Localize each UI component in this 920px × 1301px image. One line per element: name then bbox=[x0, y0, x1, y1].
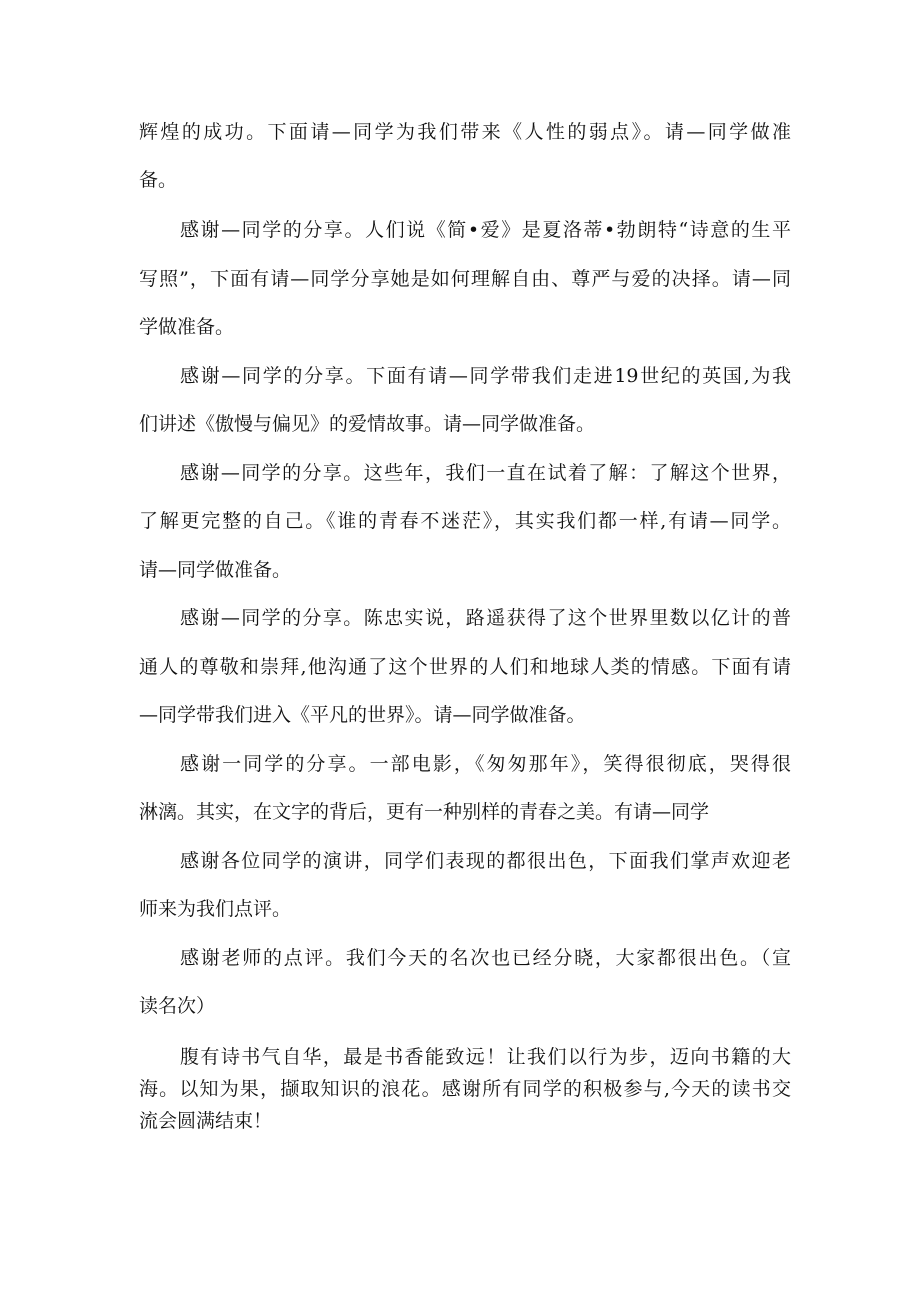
text-line: 学做准备。 bbox=[139, 316, 235, 338]
text-line: 们讲述《傲慢与偏见》的爱情故事。请—同学做准备。 bbox=[139, 413, 596, 435]
text-line: 读名次） bbox=[139, 995, 216, 1017]
text-line: 备。 bbox=[139, 169, 178, 191]
text-line: 淋漓。其实，在文字的背后，更有一种别样的青春之美。有请—同学 bbox=[139, 801, 710, 823]
text-line: 感谢各位同学的演讲，同学们表现的都很出色，下面我们掌声欢迎老 bbox=[180, 850, 791, 872]
text-line: 感谢老师的点评。我们今天的名次也已经分晓，大家都很出色。（宣 bbox=[180, 947, 791, 969]
text-line: 通人的尊敬和崇拜,他沟通了这个世界的人们和地球人类的情感。下面有请 bbox=[139, 656, 791, 678]
text-line: 感谢一同学的分享。一部电影，《匆匆那年》，笑得很彻底，哭得很 bbox=[180, 753, 791, 775]
text-line: 腹有诗书气自华，最是书香能致远！让我们以行为步，迈向书籍的大 bbox=[180, 1046, 791, 1068]
text-line: 写照”，下面有请—同学分享她是如何理解自由、尊严与爱的决择。请—同 bbox=[139, 268, 791, 290]
text-line: 师来为我们点评。 bbox=[139, 898, 292, 920]
text-line: 了解更完整的自己。《谁的青春不迷茫》，其实我们都一样,有请—同学。 bbox=[139, 510, 791, 532]
text-line: 感谢—同学的分享。陈忠实说，路遥获得了这个世界里数以亿计的普 bbox=[180, 607, 791, 629]
text-line: 流会圆满结束！ bbox=[139, 1110, 273, 1132]
text-line: 请—同学做准备。 bbox=[139, 559, 292, 581]
text-line: 海。以知为果，撷取知识的浪花。感谢所有同学的积极参与,今天的读书交 bbox=[139, 1078, 791, 1100]
text-line: 感谢—同学的分享。下面有请—同学带我们走进19世纪的英国,为我 bbox=[180, 365, 791, 387]
text-line: 感谢—同学的分享。人们说《简•爱》是夏洛蒂•勃朗特“诗意的生平 bbox=[180, 219, 791, 241]
text-line: 感谢—同学的分享。这些年，我们一直在试着了解：了解这个世界， bbox=[180, 462, 791, 484]
text-line: —同学带我们进入《平凡的世界》。请—同学做准备。 bbox=[139, 704, 586, 726]
text-line: 辉煌的成功。下面请—同学为我们带来《人性的弱点》。请—同学做准 bbox=[139, 121, 791, 143]
